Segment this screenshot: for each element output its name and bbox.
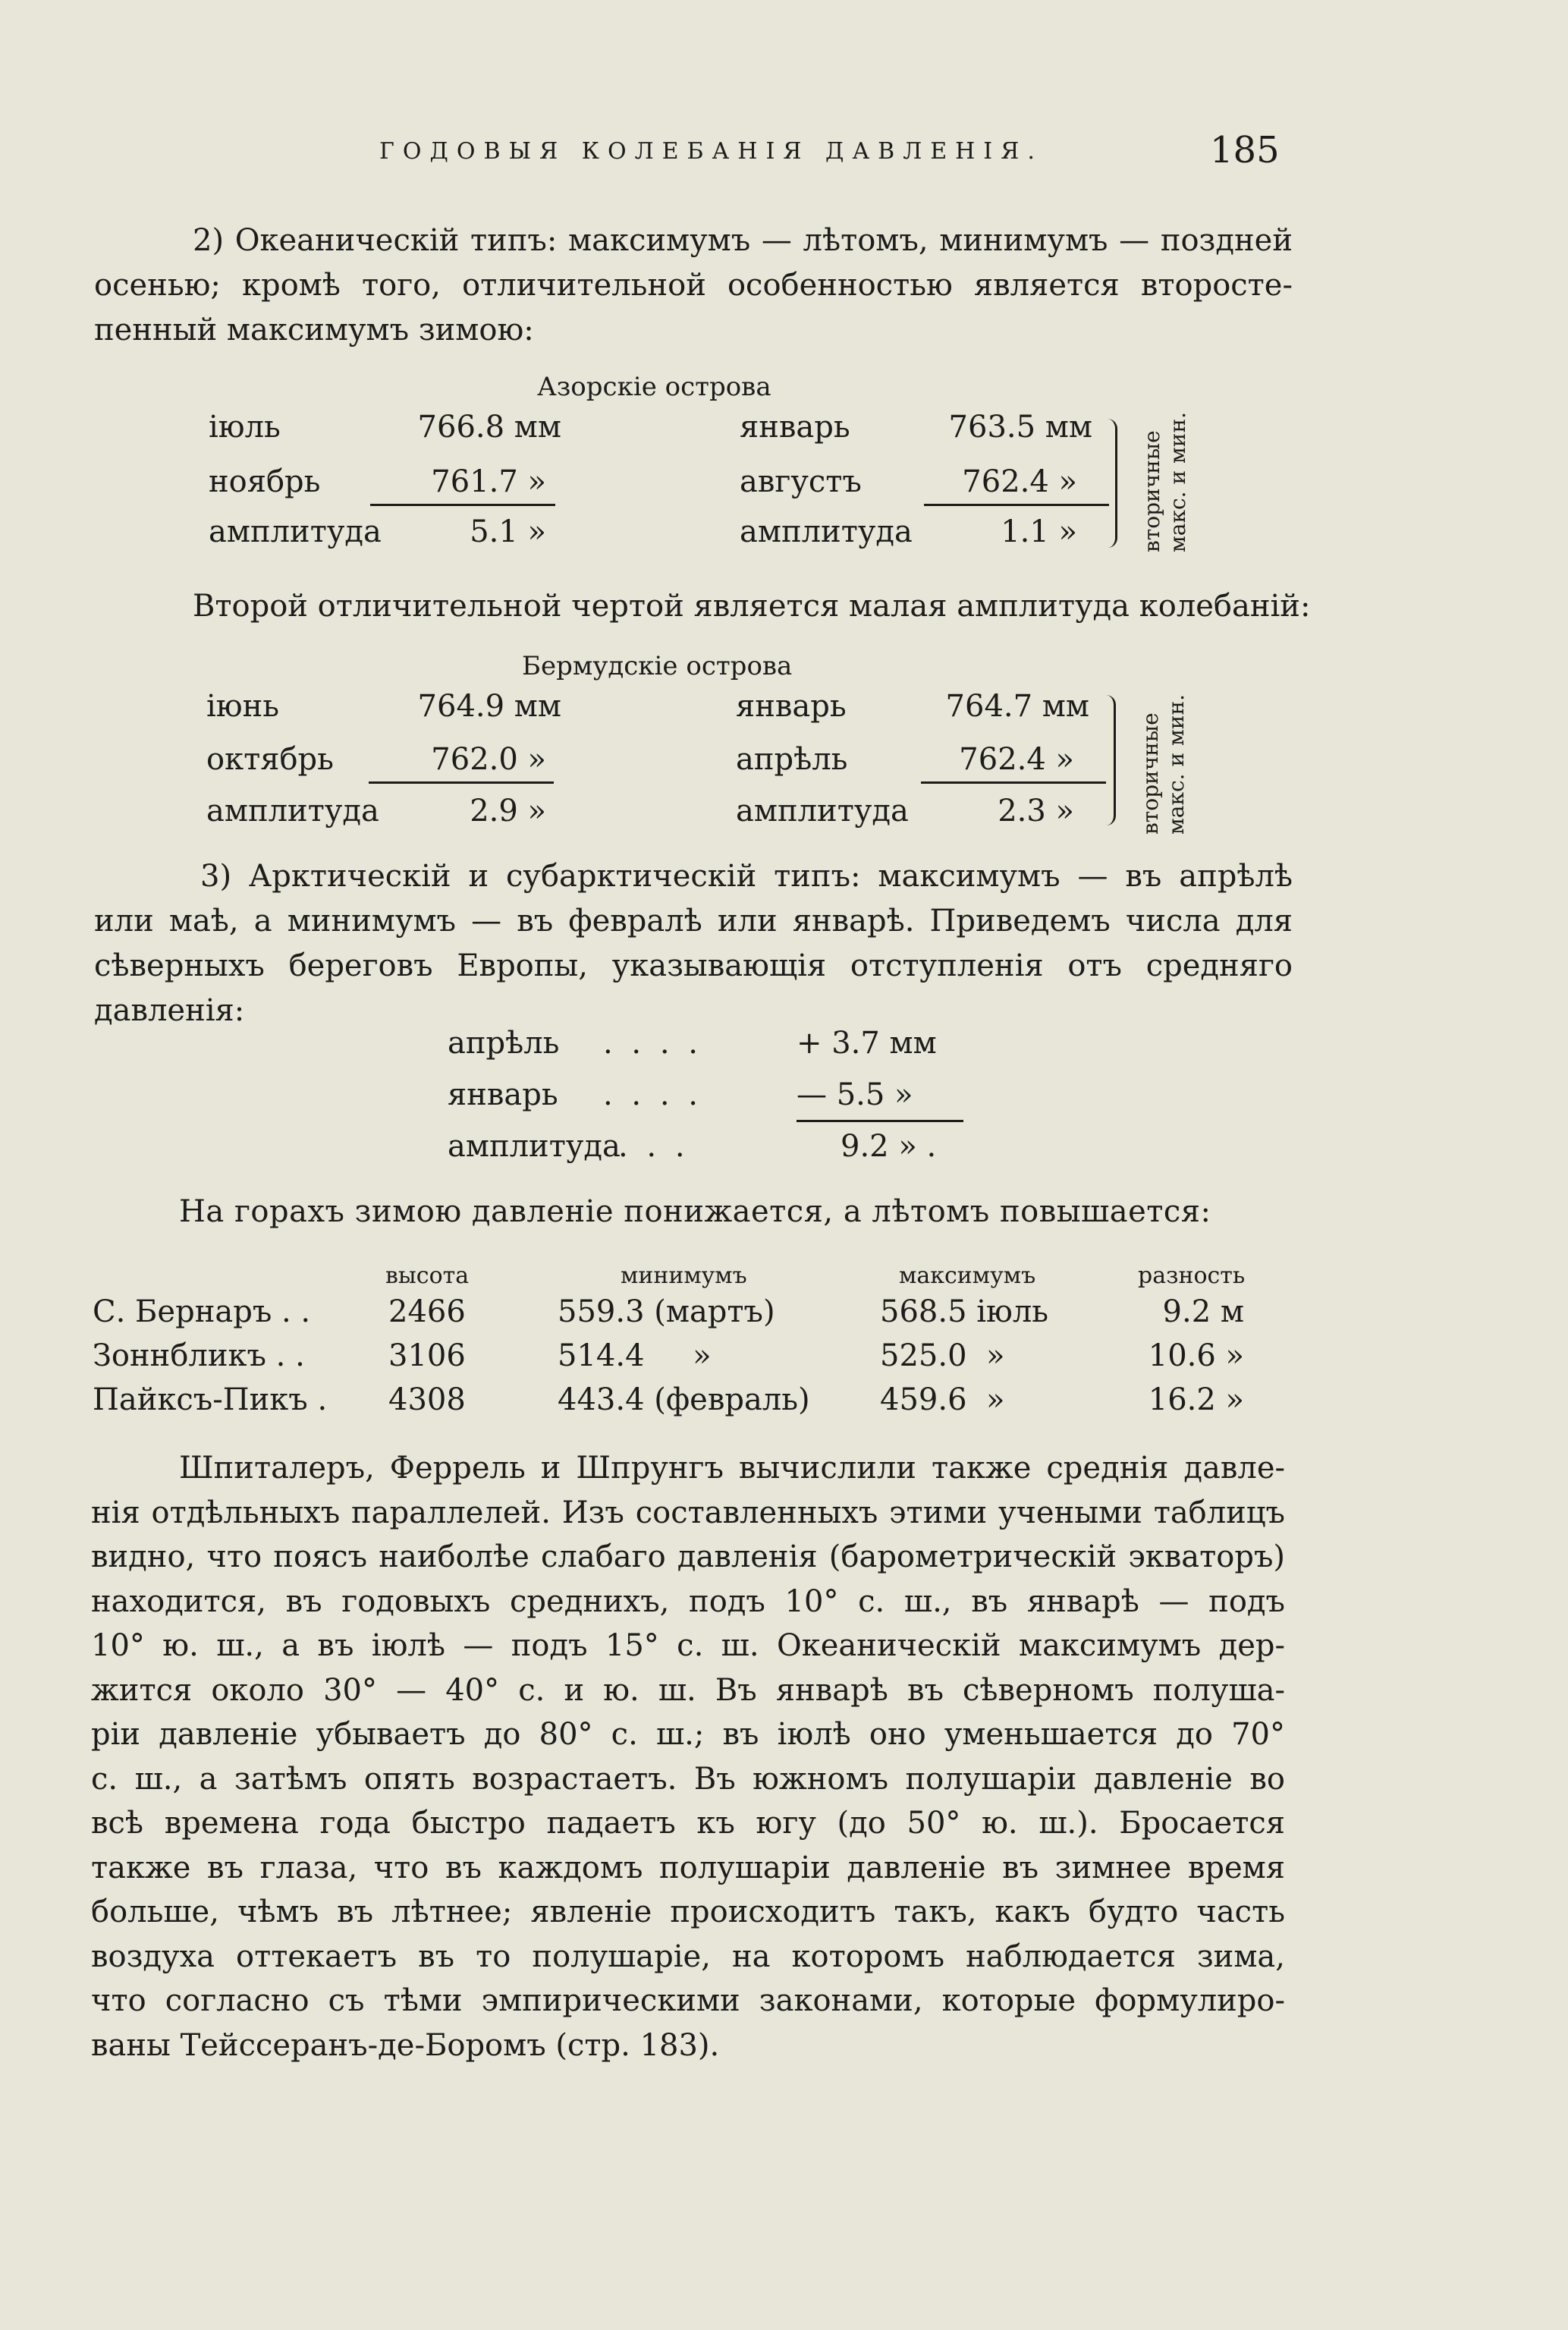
diff-cell: 9.2 м: [1162, 1294, 1244, 1329]
leader-dots: . . . .: [603, 1077, 703, 1112]
text-line: видно, что поясъ наиболѣе слабаго давленія (барометрическій экваторъ): [91, 1539, 1285, 1574]
azores-table-title: Азорскіе острова: [537, 372, 771, 402]
height-cell: 2466: [388, 1294, 466, 1329]
month-cell: іюль: [209, 410, 281, 445]
min-cell: 559.3 (мартъ): [558, 1294, 775, 1329]
brace-icon: [1108, 419, 1117, 548]
paragraph-arctic-type: [94, 854, 1293, 1033]
amplitude-value: 1.1 »: [1001, 514, 1077, 549]
list-value: 9.2 » .: [841, 1129, 937, 1164]
value-cell: 764.7 мм: [945, 689, 1089, 724]
text-line: сѣверныхъ береговъ Европы, указывающія отступленія отъ средняго: [94, 948, 1293, 983]
list-value: + 3.7 мм: [797, 1026, 937, 1061]
max-cell: 568.5 іюль: [880, 1294, 1049, 1329]
value-cell: 762.0 »: [431, 742, 546, 777]
text-line: осенью; кромѣ того, отличительной особенностью является второсте-: [94, 268, 1293, 303]
month-cell: августъ: [740, 464, 862, 499]
text-line: Второй отличительной чертой является малая амплитуда колебаній:: [193, 589, 1311, 624]
paragraph-small-amplitude: [94, 584, 1311, 629]
column-header: разность: [1138, 1262, 1246, 1289]
list-value: — 5.5 »: [797, 1077, 913, 1112]
amplitude-label: амплитуда: [740, 514, 913, 549]
page-number: 185: [1210, 129, 1280, 171]
running-title: ГОДОВЫЯ КОЛЕБАНІЯ ДАВЛЕНІЯ.: [379, 138, 1043, 165]
value-cell: 763.5 мм: [948, 410, 1092, 445]
bermuda-table-title: Бермудскіе острова: [522, 651, 793, 681]
max-cell: 459.6 »: [880, 1382, 1005, 1417]
text-line: находится, въ годовыхъ среднихъ, подъ 10° с. ш., въ январѣ — подъ: [91, 1583, 1285, 1619]
station-name: Пайксъ-Пикъ .: [93, 1382, 328, 1417]
text-line: 3) Арктическій и субарктическій типъ: максимумъ — въ апрѣлѣ: [200, 859, 1293, 894]
month-cell: октябрь: [206, 742, 334, 777]
month-cell: январь: [736, 689, 847, 724]
text-line: жится около 30° — 40° с. и ю. ш. Въ январѣ въ сѣверномъ полуша-: [91, 1672, 1285, 1708]
sum-rule: [797, 1120, 963, 1122]
text-line: На горахъ зимою давленіе понижается, а лѣтомъ повышается:: [179, 1194, 1211, 1229]
text-line: нія отдѣльныхъ параллелей. Изъ составленныхъ этими учеными таблицъ: [91, 1495, 1285, 1530]
text-line: воздуха оттекаетъ въ то полушаріе, на которомъ наблюдается зима,: [91, 1939, 1285, 1974]
sum-rule: [921, 781, 1106, 784]
month-cell: іюнь: [206, 689, 280, 724]
month-cell: апрѣль: [736, 742, 848, 777]
text-line: что согласно съ тѣми эмпирическими законами, которые формулиро-: [91, 1983, 1285, 2018]
diff-cell: 10.6 »: [1148, 1338, 1244, 1373]
text-line: ріи давленіе убываетъ до 80° с. ш.; въ іюлѣ оно уменьшается до 70°: [91, 1717, 1285, 1752]
text-line: пенный максимумъ зимою:: [94, 313, 534, 347]
sum-rule: [370, 504, 555, 506]
paragraph-parallels: [91, 1446, 1285, 2067]
column-header: высота: [385, 1262, 470, 1289]
sum-rule: [369, 781, 554, 784]
amplitude-label: амплитуда: [209, 514, 382, 549]
station-name: Зоннбликъ . .: [93, 1338, 305, 1373]
text-line: ваны Тейссеранъ-де-Боромъ (стр. 183).: [91, 2027, 720, 2063]
leader-dots: . . . .: [603, 1026, 703, 1061]
leader-dots: . . .: [618, 1129, 690, 1164]
min-cell: 443.4 (февраль): [558, 1382, 810, 1417]
brace-icon: [1106, 695, 1116, 825]
text-line: с. ш., а затѣмъ опять возрастаетъ. Въ южномъ полушаріи давленіе во: [91, 1761, 1285, 1797]
min-cell: 514.4 »: [558, 1338, 712, 1373]
value-cell: 766.8 мм: [417, 410, 561, 445]
value-cell: 764.9 мм: [417, 689, 561, 724]
value-cell: 762.4 »: [959, 742, 1074, 777]
amplitude-label: амплитуда: [736, 794, 909, 829]
paragraph-oceanic-type: [94, 219, 1293, 353]
height-cell: 4308: [388, 1382, 466, 1417]
list-label: январь: [448, 1077, 558, 1112]
text-line: также въ глаза, что въ каждомъ полушаріи давленіе въ зимнее время: [91, 1850, 1285, 1885]
list-label: апрѣль: [448, 1026, 560, 1061]
text-line: 2) Океаническій типъ: максимумъ — лѣтомъ, минимумъ — поздней: [193, 223, 1293, 258]
height-cell: 3106: [388, 1338, 466, 1373]
text-line: больше, чѣмъ въ лѣтнее; явленіе происходитъ такъ, какъ будто часть: [91, 1895, 1285, 1929]
diff-cell: 16.2 »: [1148, 1382, 1244, 1417]
side-label: вторичные макс. и мин.: [1139, 411, 1190, 552]
text-line: 10° ю. ш., а въ іюлѣ — подъ 15° с. ш. Океаническій максимумъ дер-: [91, 1628, 1285, 1663]
text-line: давленія:: [94, 993, 245, 1028]
text-line: Шпиталеръ, Феррель и Шпрунгъ вычислили также среднія давле-: [179, 1451, 1285, 1486]
amplitude-value: 5.1 »: [470, 514, 546, 549]
column-header: максимумъ: [899, 1262, 1036, 1289]
month-cell: ноябрь: [209, 464, 321, 499]
list-label: амплитуда: [448, 1129, 621, 1164]
month-cell: январь: [740, 410, 850, 445]
paragraph-mountains: [94, 1190, 1293, 1234]
amplitude-value: 2.3 »: [998, 794, 1074, 829]
amplitude-label: амплитуда: [206, 794, 379, 829]
sum-rule: [924, 504, 1109, 506]
value-cell: 762.4 »: [962, 464, 1077, 499]
column-header: минимумъ: [621, 1262, 747, 1289]
max-cell: 525.0 »: [880, 1338, 1005, 1373]
station-name: С. Бернаръ . .: [93, 1294, 311, 1329]
text-line: всѣ времена года быстро падаетъ къ югу (до 50° ю. ш.). Бросается: [91, 1806, 1285, 1841]
value-cell: 761.7 »: [431, 464, 546, 499]
side-label: вторичные макс. и мин.: [1138, 693, 1189, 835]
amplitude-value: 2.9 »: [470, 794, 546, 829]
text-line: или маѣ, а минимумъ — въ февралѣ или январѣ. Приведемъ числа для: [94, 904, 1293, 939]
